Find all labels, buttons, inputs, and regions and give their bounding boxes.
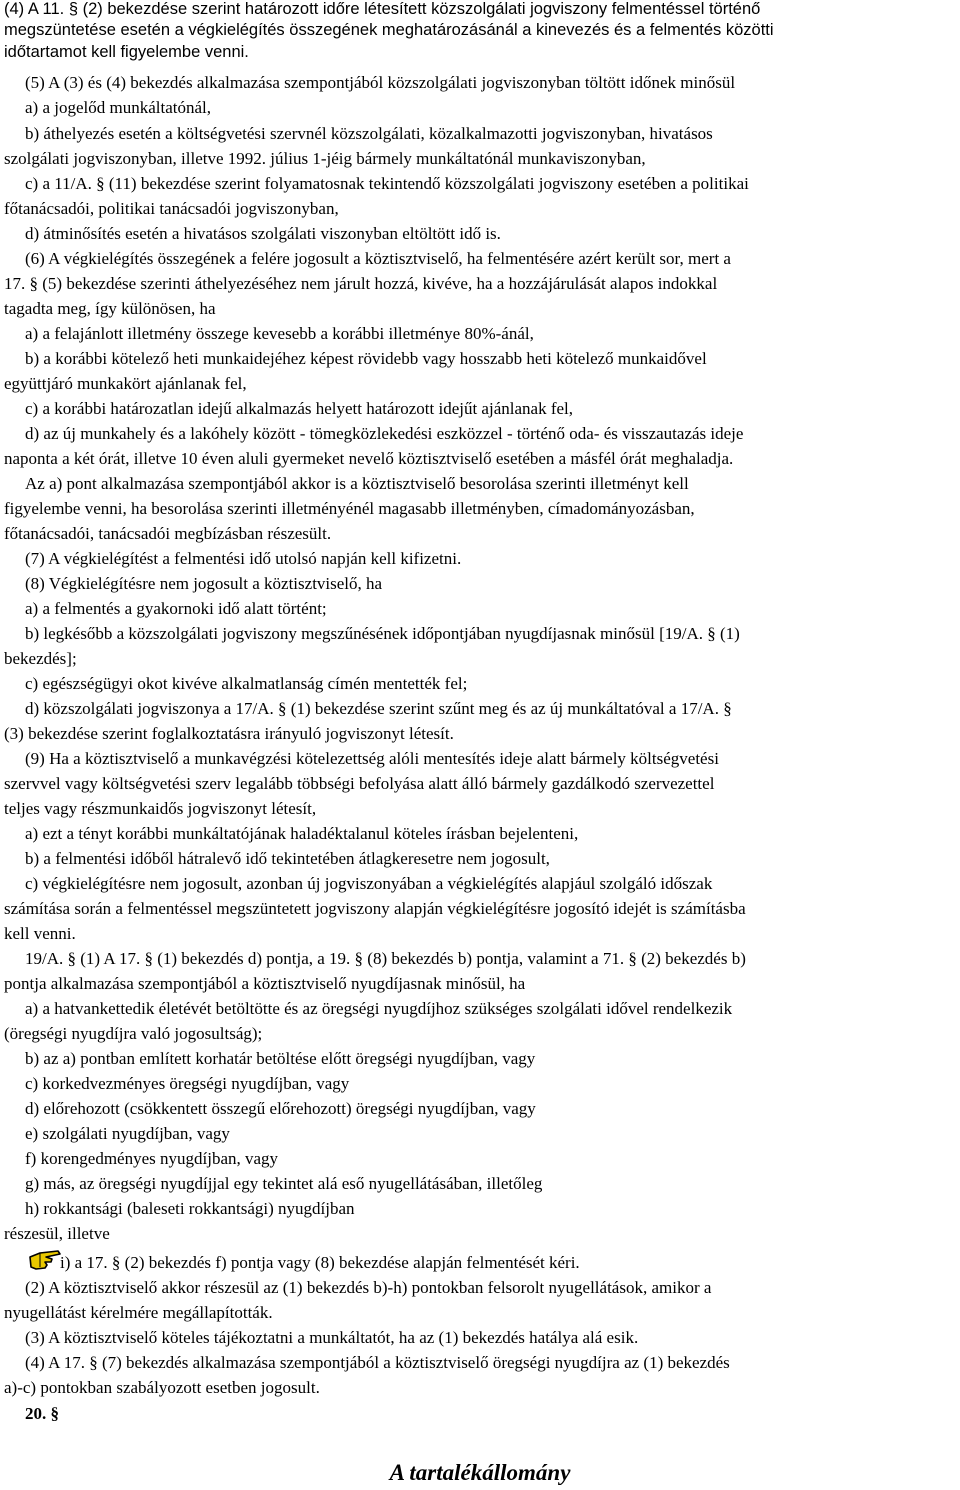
text-line: a) a jogelőd munkáltatónál, (25, 98, 211, 117)
text-line: c) végkielégítésre nem jogosult, azonban új jogviszonyában a végkielégítés alapjául szolgáló időszak (25, 874, 713, 893)
text-line: g) más, az öregségi nyugdíjjal egy tekintet alá eső nyugellátásában, illetőleg (25, 1174, 543, 1193)
text-line: d) előrehozott (csökkentett összegű előrehozott) öregségi nyugdíjban, vagy (25, 1099, 536, 1118)
text-line: (öregségi nyugdíjra való jogosultság); (4, 1024, 263, 1043)
text-line: 19/A. § (1) A 17. § (1) bekezdés d) pontja, a 19. § (8) bekezdés b) pontja, valamint a 71. § (2) bekezdés b) (25, 949, 746, 968)
text-line: a) a felajánlott illetmény összege kevesebb a korábbi illetménye 80%-ánál, (25, 324, 534, 343)
text-line: (6) A végkielégítés összegének a felére jogosult a köztisztviselő, ha felmentésére azért került sor, mert a (25, 249, 731, 268)
text-line: c) egészségügyi okot kivéve alkalmatlanság címén mentették fel; (25, 674, 468, 693)
text-line: a)-c) pontokban szabályozott esetben jogosult. (4, 1378, 320, 1397)
text-line: (9) Ha a köztisztviselő a munkavégzési kötelezettség alóli mentesítés ideje alatt bármely költségvetési (25, 749, 719, 768)
text-line: számítása során a felmentéssel megszüntetett jogviszony alapján végkielégítésre jogosító idejét is számításba (4, 899, 746, 918)
text-line: (7) A végkielégítést a felmentési idő utolsó napján kell kifizetni. (25, 549, 462, 568)
text-line: megszüntetése esetén a végkielégítés összegének meghatározásánál a kinevezés és a felmentés közötti (4, 21, 774, 39)
text-line: f) korengedményes nyugdíjban, vagy (25, 1149, 279, 1168)
text-line: Az a) pont alkalmazása szempontjából akkor is a köztisztviselő besorolása szerinti illetményt kell (25, 474, 689, 493)
text-line: pontja alkalmazása szempontjából a köztisztviselő nyugdíjasnak minősül, ha (4, 974, 526, 993)
text-line: részesül, illetve (4, 1224, 110, 1243)
text-line: főtanácsadói, politikai tanácsadói jogviszonyban, (4, 199, 339, 218)
text-line: szolgálati jogviszonyban, illetve 1992. július 1-jéig bármely munkáltatónál munkaviszonyban, (4, 149, 646, 168)
text-line: b) a felmentési időből hátralevő idő tekintetében átlagkeresetre nem jogosult, (25, 849, 550, 868)
text-line: (3) bekezdése szerint foglalkoztatásra irányuló jogviszonyt létesít. (4, 724, 454, 743)
text-line: (5) A (3) és (4) bekezdés alkalmazása szempontjából közszolgálati jogviszonyban töltött időnek minősül (25, 73, 736, 92)
text-line: naponta a két órát, illetve 10 éven aluli gyermeket nevelő köztisztviselő esetében a másfél órát meghaladja. (4, 449, 734, 468)
text-line: c) a 11/A. § (11) bekezdése szerint folyamatosnak tekintendő közszolgálati jogviszony esetében a politikai (25, 174, 749, 193)
text-line: a) a felmentés a gyakornoki idő alatt történt; (25, 599, 327, 618)
text-line: a) ezt a tényt korábbi munkáltatójának haladéktalanul köteles írásban bejelenteni, (25, 824, 579, 843)
text-line: (2) A köztisztviselő akkor részesül az (1) bekezdés b)-h) pontokban felsorolt nyugellátások, amikor a (25, 1278, 712, 1297)
text-line: időtartamot kell figyelembe venni. (4, 43, 249, 61)
section-title: A tartalékállomány (389, 1460, 571, 1485)
text-line: i) a 17. § (2) bekezdés f) pontja vagy (8) bekezdése alapján felmentését kéri. (60, 1253, 580, 1272)
text-line: teljes vagy részmunkaidős jogviszonyt létesít, (4, 799, 317, 818)
text-line: 17. § (5) bekezdése szerinti áthelyezéséhez nem járult hozzá, kivéve, ha a hozzájárulását alapos indokkal (4, 274, 718, 293)
text-line: d) az új munkahely és a lakóhely között - tömegközlekedési eszközzel - történő oda- és visszautazás ideje (25, 424, 744, 443)
text-line: figyelembe venni, ha besorolása szerinti illetményénél magasabb illetményben, címadományozásban, (4, 499, 695, 518)
text-line: d) közszolgálati jogviszonya a 17/A. § (1) bekezdése szerint szűnt meg és az új munkáltatóval a 17/A. § (25, 699, 732, 718)
text-line: szervvel vagy költségvetési szerv legalább többségi befolyása alatt álló bármely gazdálkodó szervezettel (4, 774, 715, 793)
text-line: b) az a) pontban említett korhatár betöltése előtt öregségi nyugdíjban, vagy (25, 1049, 536, 1068)
text-line: bekezdés]; (4, 649, 77, 668)
text-line: h) rokkantsági (baleseti rokkantsági) nyugdíjban (25, 1199, 355, 1218)
text-line: (4) A 11. § (2) bekezdése szerint határozott időre létesített közszolgálati jogviszony felmentéssel történő (4, 0, 761, 18)
text-line: b) a korábbi kötelező heti munkaidejéhez képest rövidebb vagy hosszabb heti kötelező munkaidővel (25, 349, 707, 368)
text-line: c) korkedvezményes öregségi nyugdíjban, vagy (25, 1074, 350, 1093)
text-line: b) legkésőbb a közszolgálati jogviszony megszűnésének időpontjában nyugdíjasnak minősül [19/A. § (1) (25, 624, 740, 643)
text-line: tagadta meg, így különösen, ha (4, 299, 216, 318)
text-line: 20. § (25, 1404, 59, 1423)
text-line: nyugellátást kérelmére megállapították. (4, 1303, 273, 1322)
text-line: (4) A 17. § (7) bekezdés alkalmazása szempontjából a köztisztviselő öregségi nyugdíjra az (1) bekezdés (25, 1353, 730, 1372)
text-line: d) átminősítés esetén a hivatásos szolgálati viszonyban eltöltött idő is. (25, 224, 501, 243)
text-line: c) a korábbi határozatlan idejű alkalmazás helyett határozott idejűt ajánlanak fel, (25, 399, 573, 418)
text-line: e) szolgálati nyugdíjban, vagy (25, 1124, 230, 1143)
text-line: kell venni. (4, 924, 76, 943)
text-line: b) áthelyezés esetén a költségvetési szervnél közszolgálati, közalkalmazotti jogviszonyban, hivatásos (25, 124, 713, 143)
text-line: együttjáró munkakört ajánlanak fel, (4, 374, 247, 393)
text-line: a) a hatvankettedik életévét betöltötte és az öregségi nyugdíjhoz szükséges szolgálati idővel rendelkezik (25, 999, 733, 1018)
text-line: főtanácsadói, tanácsadói megbízásban részesült. (4, 524, 332, 543)
text-line: (3) A köztisztviselő köteles tájékoztatni a munkáltatót, ha az (1) bekezdés hatálya alá esik. (25, 1328, 639, 1347)
pointing-hand-icon (28, 1247, 62, 1273)
text-line: (8) Végkielégítésre nem jogosult a köztisztviselő, ha (25, 574, 383, 593)
